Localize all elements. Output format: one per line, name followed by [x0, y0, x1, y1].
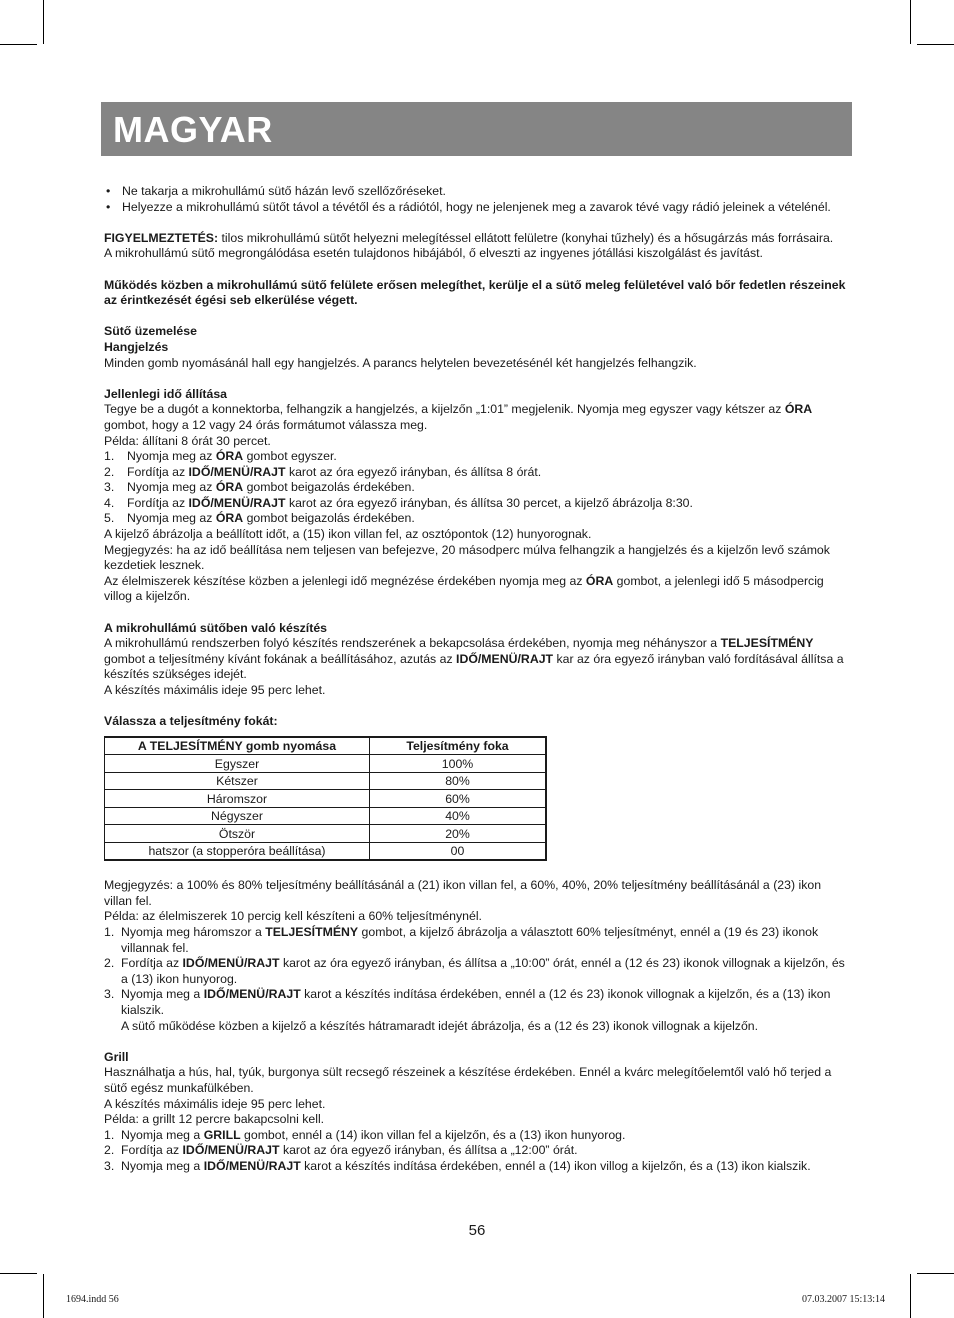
table-header: Teljesítmény foka	[370, 737, 547, 755]
clock-after-2: Megjegyzés: ha az idő beállítása nem teljesen van befejezve, 20 másodperc múlva felhangzik a hangjelzés és a kijelzőn levő számok kezdetiek lesznek.	[104, 542, 830, 573]
crop-mark	[43, 1274, 44, 1318]
crop-mark	[917, 44, 954, 45]
clock-after-3: Az élelmiszerek készítése közben a jelenlegi idő megnézése érdekében nyomja meg az ÓRA gombot, a jelenlegi idő 5 másodpercig villog a kijelzőn.	[104, 573, 824, 604]
table-row: Egyszer 100%	[105, 755, 547, 773]
crop-mark	[910, 0, 911, 44]
grill-heading: Grill	[104, 1049, 129, 1064]
crop-mark	[917, 1273, 954, 1274]
grill-step: 3. Nyomja meg a IDŐ/MENÜ/RAJT karot a készítés indítása érdekében, ennél a (14) ikon villog a kijelzőn, és a (13) ikon kialszik.	[104, 1158, 811, 1173]
language-header	[101, 102, 852, 156]
clock-intro: Tegye be a dugót a konnektorba, felhangzik a hangjelzés, a kijelzőn „1:01” megjelenik. Nyomja meg egyszer vagy kétszer az ÓRA gombot, hogy a 12 vagy 24 órás formátumot válassza meg.	[104, 402, 813, 432]
power-step: 2. Fordítja az IDŐ/MENÜ/RAJT karot az óra egyező irányban, és állítsa a „10:00” órát, ennél a (12 és 23) ikonok villognak a kijelzőn, és a (13) ikon hunyorog.	[104, 956, 845, 986]
page-number: 56	[468, 1222, 486, 1239]
clock-heading: Jellenlegi idő állítása	[104, 386, 228, 401]
bullet-item: • Helyezze a mikrohullámú sütőt távol a tévétől és a rádiótól, hogy ne jelenjenek meg a zavarok tévé vagy rádió jeleinek a vételénél.	[104, 200, 852, 216]
heat-warning: Működés közben a mikrohullámú sütő felülete erősen melegíthet, kerülje el a sütő meleg felületével való bőr fedetlen részeinek az érintkezését égési seb elkerülése végett.	[104, 277, 846, 308]
power-step: 1. Nyomja meg háromszor a TELJESÍTMÉNY gombot, a kijelző ábrázolja a választott 60% teljesítményt, ennél a (19 és 23) ikonok villannak fel.	[104, 925, 819, 955]
power-example: Példa: az élelmiszerek 10 percig kell készíteni a 60% teljesítménynél.	[104, 909, 482, 924]
micro-heading: A mikrohullámú sütőben való készítés	[104, 620, 327, 635]
power-step-continuation: A sütő működése közben a kijelző a készítés hátramaradt idejét ábrázolja, és a (12 és 23) ikonok villognak a kijelzőn.	[121, 1018, 759, 1033]
warning-paragraph: FIGYELMEZTETÉS: tilos mikrohullámú sütőt helyezni melegítéssel ellátott felületre (konyhai tűzhely) és a hősugárzás más forrásaira.	[104, 230, 834, 245]
grill-paragraph: Használhatja a hús, hal, tyúk, burgonya sült recsegő részeinek a készítése érdekében. Ennél a kvárc melegítőelemtől való hő terjed a sütő egész munkafülkében.	[104, 1065, 832, 1095]
grill-max-time: A készítés máximális ideje 95 perc lehet.	[104, 1096, 326, 1111]
crop-mark	[910, 1274, 911, 1318]
clock-step: 4. Fordítja az IDŐ/MENÜ/RAJT karot az óra egyező irányban, és állítsa 30 percet, a kijelző ábrázolja 8:30.	[104, 495, 693, 510]
warning-label: FIGYELMEZTETÉS:	[104, 230, 219, 245]
power-note: Megjegyzés: a 100% és 80% teljesítmény beállításánál a (21) ikon villan fel, a 60%, 40%, 20% teljesítmény beállításánál a (23) ikon villan fel.	[104, 878, 822, 908]
grill-step: 2. Fordítja az IDŐ/MENÜ/RAJT karot az óra egyező irányban, és állítsa a „12:00” órát.	[104, 1143, 578, 1158]
power-table	[104, 736, 547, 862]
operation-heading: Sütő üzemelése	[104, 324, 197, 339]
power-step: 3. Nyomja meg a IDŐ/MENÜ/RAJT karot a készítés indítása érdekében, ennél a (12 és 23) ikonok villognak a kijelzőn, és a (13) ikon kialszik.	[104, 987, 831, 1018]
micro-paragraph: A mikrohullámú rendszerben folyó készítés rendszerének a bekapcsolása érdekében, nyomja meg néhányszor a TELJESÍTMÉNY gombot a teljesítmény kívánt fokának a beállításához, azutás az IDŐ/MENÜ/RAJT kar az óra egyező irányban való fordításával állítsa a készítés szükséges idejét.	[104, 636, 844, 682]
table-header-row	[105, 737, 547, 755]
table-header: A TELJESÍTMÉNY gomb nyomása	[105, 737, 370, 755]
clock-step: 5. Nyomja meg az ÓRA gombot beigazolás érdekében.	[104, 511, 415, 526]
crop-mark	[0, 1273, 37, 1274]
clock-after-1: A kijelző ábrázolja a beállított időt, a (15) ikon villan fel, az osztópontok (12) hunyorognak.	[104, 527, 592, 542]
page-content	[104, 184, 852, 1175]
power-table-heading: Válassza a teljesítmény fokát:	[104, 714, 278, 729]
signal-heading: Hangjelzés	[104, 339, 169, 354]
table-row: hatszor (a stopperóra beállítása) 00	[105, 842, 547, 860]
micro-max-time: A készítés máximális ideje 95 perc lehet.	[104, 683, 326, 697]
signal-text: Minden gomb nyomásánál hall egy hangjelzés. A parancs helytelen bevezetésénél két hangjelzés felhangzik.	[104, 355, 697, 370]
clock-example: Példa: állítani 8 órát 30 percet.	[104, 433, 271, 448]
warning-text-2: A mikrohullámú sütő megrongálódása esetén tulajdonos hibájából, ő elveszti az ingyenes jótállási kiszolgálást és javítást.	[104, 246, 763, 261]
clock-step: 1. Nyomja meg az ÓRA gombot egyszer.	[104, 449, 337, 464]
grill-step: 1. Nyomja meg a GRILL gombot, ennél a (14) ikon villan fel a kijelzőn, és a (13) ikon hunyorog.	[104, 1127, 626, 1142]
bullet-item: • Ne takarja a mikrohullámú sütő házán levő szellőzőréseket.	[104, 184, 852, 200]
table-row: Ötször 20%	[105, 825, 547, 843]
footer-timestamp: 07.03.2007 15:13:14	[801, 1294, 885, 1305]
table-row: Kétszer 80%	[105, 772, 547, 790]
crop-mark	[0, 44, 37, 45]
crop-mark	[43, 0, 44, 44]
page-title: MAGYAR	[113, 109, 273, 150]
clock-step: 2. Fordítja az IDŐ/MENÜ/RAJT karot az óra egyező irányban, és állítsa 8 órát.	[104, 464, 542, 479]
table-row: Négyszer 40%	[105, 807, 547, 825]
table-row: Háromszor 60%	[105, 790, 547, 808]
grill-example: Példa: a grillt 12 percre bakapcsolni kell.	[104, 1112, 325, 1127]
clock-step: 3. Nyomja meg az ÓRA gombot beigazolás érdekében.	[104, 480, 415, 495]
footer-file-info: 1694.indd 56	[66, 1294, 119, 1305]
